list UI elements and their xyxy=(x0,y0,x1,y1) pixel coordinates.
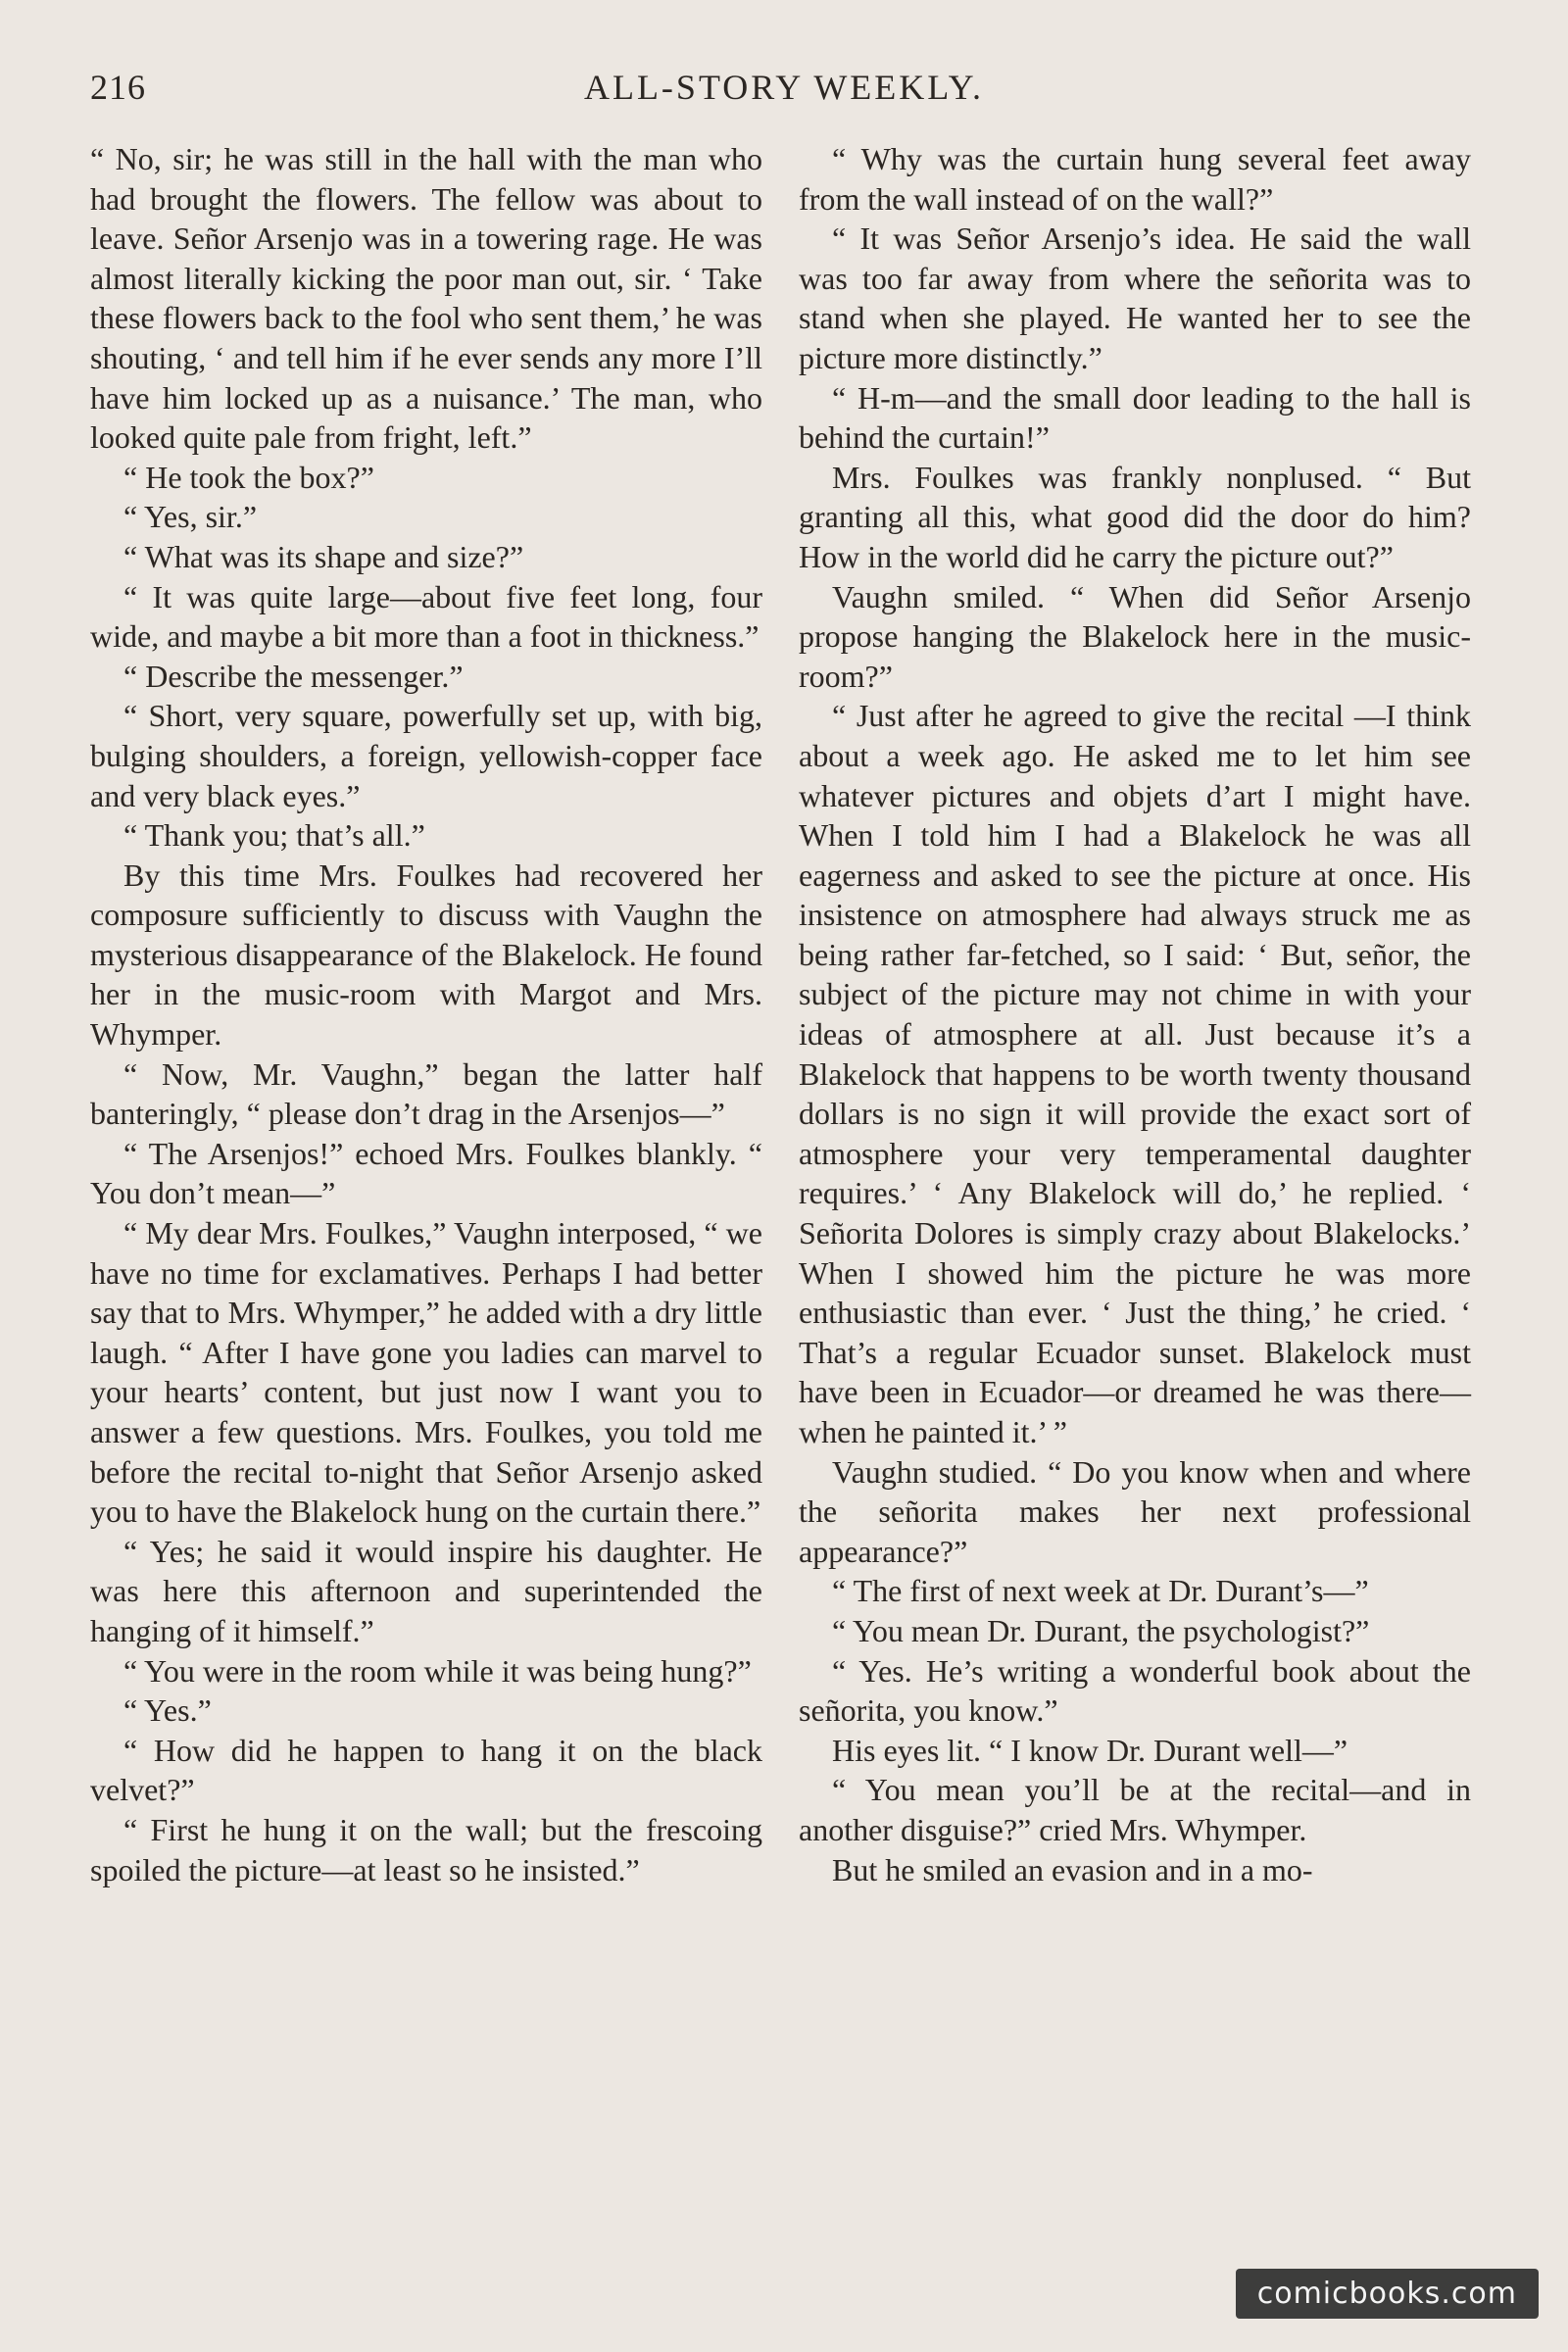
paragraph: “ Yes. He’s writing a wonderful book about the señorita, you know.” xyxy=(799,1652,1471,1729)
running-title: ALL-STORY WEEKLY. xyxy=(583,68,985,107)
paragraph: “ How did he happen to hang it on the black velvet?” xyxy=(90,1732,762,1808)
paragraph: “ H-m—and the small door leading to the hall is behind the curtain!” xyxy=(799,379,1471,456)
paragraph: “ You mean Dr. Durant, the psychologist?” xyxy=(832,1612,1370,1648)
paragraph: “ You mean you’ll be at the recital—and in another disguise?” cried Mrs. Whymper. xyxy=(799,1772,1471,1847)
paragraph: “ He took the box?” xyxy=(123,459,374,495)
paragraph: “ Describe the messenger.” xyxy=(123,658,464,694)
paragraph: “ Just after he agreed to give the recital —I think about a week ago. He asked me to let him see whatever pictures and objets d’art I might have. When I told him I had a Blakelock he was all eagerness and asked to see the picture at once. His insistence on atmosphere had always struck me as being rather far-fetched, so I said: ‘ But, señor, the subject of the picture may not chime in with your ideas of atmosphere at all. Just because it’s a Blakelock that happens to be worth twenty thousand dollars is no sign it will provide the exact sort of atmosphere your very temperamental daughter requires.’ ‘ Any Blakelock will do,’ he replied. ‘ Señorita Dolores is simply crazy about Blakelocks.’ When I showed him the picture he was more enthusiastic than ever. ‘ Just the thing,’ he cried. ‘ That’s a regular Ecuador sunset. Blakelock must have been in Ecuador—or dreamed he was there—when he painted it.’ ” xyxy=(799,698,1471,1449)
paragraph: “ The Arsenjos!” echoed Mrs. Foulkes blankly. “ You don’t mean—” xyxy=(90,1135,762,1211)
paragraph: Vaughn smiled. “ When did Señor Arsenjo propose hanging the Blakelock here in the music-room?” xyxy=(799,578,1471,694)
paragraph: “ No, sir; he was still in the hall with the man who had brought the flowers. The fellow was about to leave. Señor Arsenjo was in a towering rage. He was almost literally kicking the poor man out, sir. ‘ Take these flowers back to the fool who sent them,’ he was shouting, ‘ and tell him if he ever sends any more I’ll have him locked up as a nuisance.’ The man, who looked quite pale from fright, left.” xyxy=(90,141,762,456)
paragraph: “ Now, Mr. Vaughn,” began the latter half banteringly, “ please don’t drag in the Arsenjos—” xyxy=(90,1055,762,1132)
right-column xyxy=(799,139,1471,1889)
left-column xyxy=(90,139,762,1889)
paragraph: “ Short, very square, powerfully set up, with big, bulging shoulders, a foreign, yellowish-copper face and very black eyes.” xyxy=(90,698,762,813)
paragraph: Vaughn studied. “ Do you know when and where the señorita makes her next professional appearance?” xyxy=(799,1453,1471,1569)
paragraph: “ What was its shape and size?” xyxy=(123,538,524,574)
paragraph: “ Yes.” xyxy=(123,1692,212,1729)
paragraph: “ You were in the room while it was being hung?” xyxy=(123,1652,752,1689)
paragraph: But he smiled an evasion and in a mo- xyxy=(832,1851,1313,1887)
paragraph: “ Yes; he said it would inspire his daughter. He was here this afternoon and superintended the hanging of it himself.” xyxy=(90,1533,762,1648)
paragraph: “ Yes, sir.” xyxy=(123,499,258,535)
paragraph: “ It was Señor Arsenjo’s idea. He said the wall was too far away from where the señorita was to stand when she played. He wanted her to see the picture more distinctly.” xyxy=(799,220,1471,375)
paragraph: “ First he hung it on the wall; but the frescoing spoiled the picture—at least so he insisted.” xyxy=(90,1811,762,1887)
paragraph: By this time Mrs. Foulkes had recovered her composure sufficiently to discuss with Vaughn the mysterious disappearance of the Blakelock. He found her in the music-room with Margot and Mrs. Whymper. xyxy=(90,857,762,1053)
paragraph: Mrs. Foulkes was frankly nonplused. “ But granting all this, what good did the door do him? How in the world did he carry the picture out?” xyxy=(799,459,1471,574)
paragraph: His eyes lit. “ I know Dr. Durant well—” xyxy=(832,1732,1348,1768)
page-header xyxy=(90,67,1478,116)
page-number: 216 xyxy=(90,68,146,107)
watermark: comicbooks.com xyxy=(1236,2269,1539,2319)
paragraph: “ Why was the curtain hung several feet away from the wall instead of on the wall?” xyxy=(799,141,1471,217)
paragraph: “ My dear Mrs. Foulkes,” Vaughn interposed, “ we have no time for exclamatives. Perhaps I had better say that to Mrs. Whymper,” he added with a dry little laugh. “ After I have gone you ladies can marvel to your hearts’ content, but just now I want you to answer a few questions. Mrs. Foulkes, you told me before the recital to-night that Señor Arsenjo asked you to have the Blakelock hung on the curtain there.” xyxy=(90,1215,762,1530)
paragraph: “ The first of next week at Dr. Durant’s—” xyxy=(832,1573,1369,1609)
paragraph: “ It was quite large—about five feet long, four wide, and maybe a bit more than a foot in thickness.” xyxy=(90,578,762,655)
paragraph: “ Thank you; that’s all.” xyxy=(123,817,425,854)
